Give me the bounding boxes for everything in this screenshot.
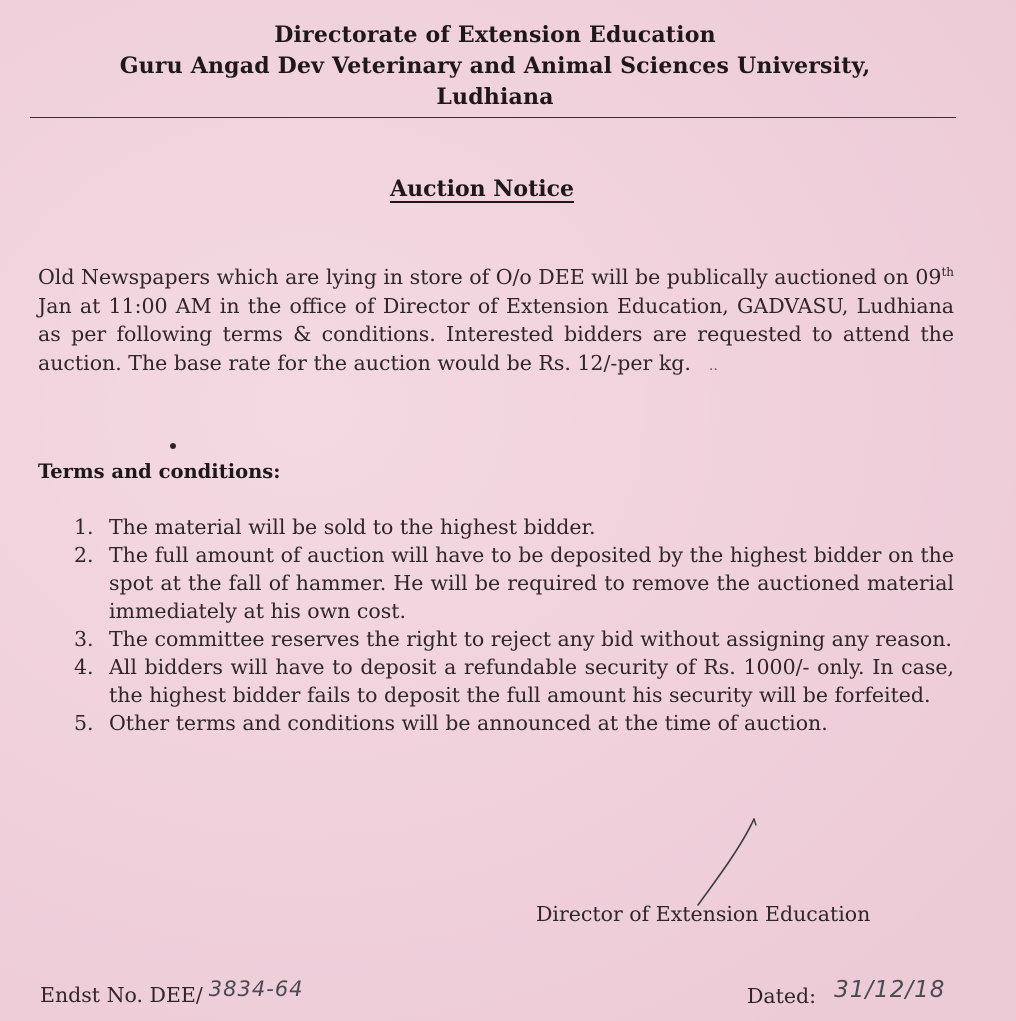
term-number: 3.: [74, 627, 94, 651]
terms-list: [74, 513, 954, 737]
term-text: The full amount of auction will have to be deposited by the highest bidder on the spot at the fall of hammer. He will be required to remove the auctioned material immediately at his own cost.: [109, 543, 954, 623]
signature-mark: [690, 815, 770, 910]
term-item: [74, 625, 954, 653]
endorsement-label: Endst No. DEE/: [40, 983, 203, 1007]
term-number: 2.: [74, 543, 94, 567]
intro-date-suffix: th: [941, 265, 954, 279]
letterhead-university: Guru Angad Dev Veterinary and Animal Sciences University,: [119, 53, 871, 79]
terms-heading: Terms and conditions:: [38, 460, 281, 483]
term-number: 5.: [74, 711, 94, 735]
letterhead: [0, 20, 990, 113]
term-item: [74, 709, 954, 737]
ink-speck: [170, 443, 176, 449]
term-text: The material will be sold to the highest bidder.: [109, 515, 596, 539]
term-item: [74, 653, 954, 709]
intro-text-end: Jan at 11:00 AM in the office of Director of Extension Education, GADVASU, Ludhiana as per following terms & conditions. Interested bidders are requested to attend the auction. The base rate for the auction would be Rs. 12/-per kg.: [38, 293, 954, 375]
term-text: All bidders will have to deposit a refundable security of Rs. 1000/- only. In case, the highest bidder fails to deposit the full amount his security will be forfeited.: [109, 655, 954, 707]
term-item: [74, 541, 954, 625]
letterhead-city: Ludhiana: [436, 84, 554, 110]
intro-trailing-mark: ..: [708, 357, 718, 374]
signatory-title: Director of Extension Education: [536, 902, 871, 926]
letterhead-directorate: Directorate of Extension Education: [274, 22, 716, 48]
term-number: 4.: [74, 655, 94, 679]
header-divider: [30, 117, 956, 118]
intro-text-start: Old Newspapers which are lying in store of O/o DEE will be publically auctioned on 09: [38, 265, 942, 289]
endorsement-number: [40, 977, 304, 1007]
notice-title: Auction Notice: [390, 176, 575, 202]
term-item: [74, 513, 954, 541]
term-number: 1.: [74, 515, 94, 539]
term-text: The committee reserves the right to reject any bid without assigning any reason.: [109, 627, 952, 651]
date-label: Dated:: [747, 984, 817, 1008]
date-handwritten-value: 31/12/18: [834, 977, 946, 1003]
endorsement-handwritten-value: 3834-64: [208, 977, 304, 1001]
document-date: [747, 977, 946, 1009]
notice-intro-paragraph: [38, 263, 954, 380]
term-text: Other terms and conditions will be announced at the time of auction.: [109, 711, 828, 735]
